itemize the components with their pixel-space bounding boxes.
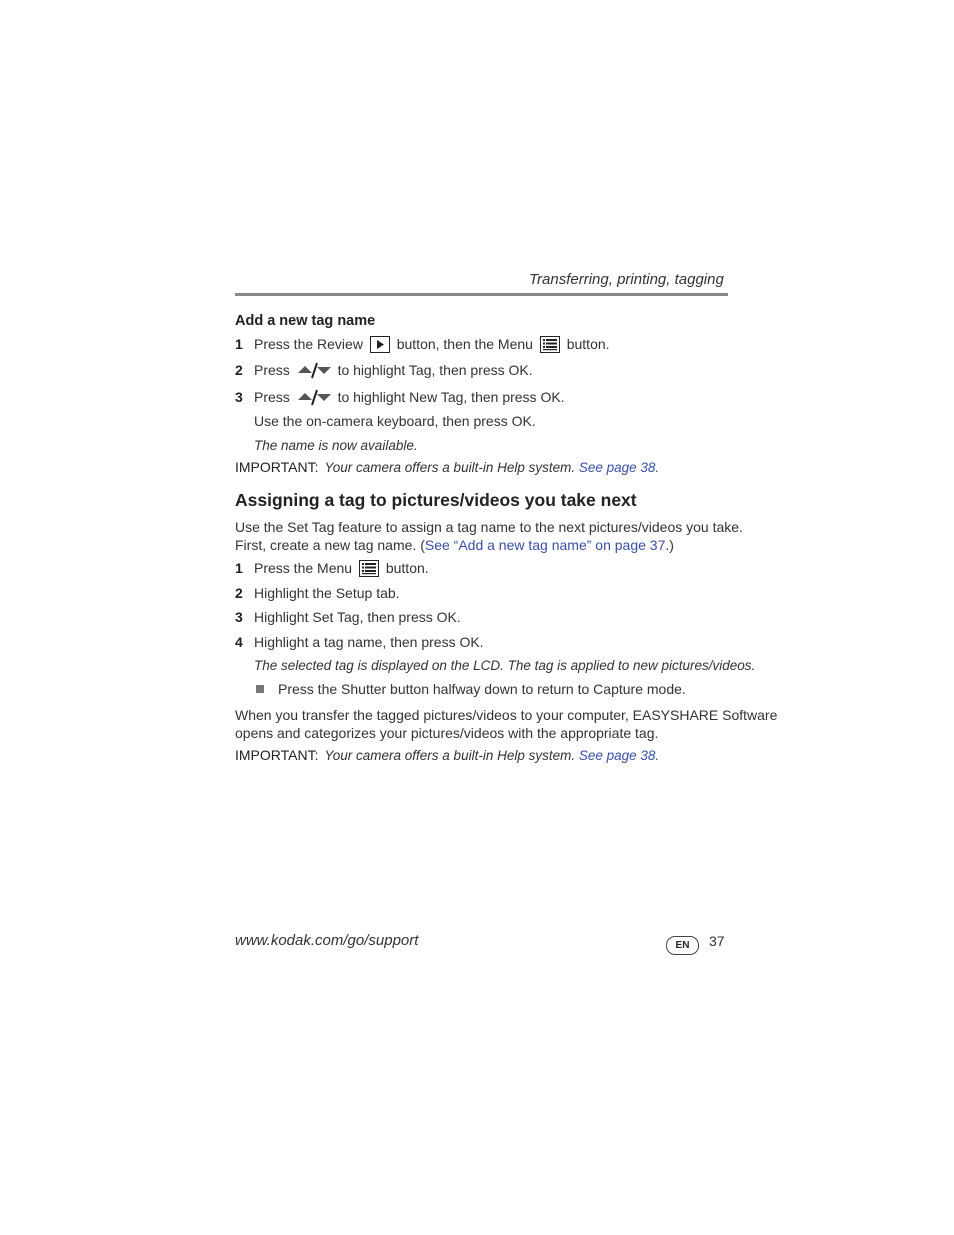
- bullet-item: [256, 681, 686, 697]
- running-header: Transferring, printing, tagging: [529, 271, 724, 288]
- step-text: Press the Review: [254, 336, 363, 352]
- important-label: IMPORTANT:: [235, 747, 319, 763]
- step-3: [235, 389, 565, 407]
- result-note: The name is now available.: [254, 438, 418, 453]
- see-page-link[interactable]: See page 38: [578, 460, 656, 475]
- header-rule: [235, 293, 728, 296]
- step-text: Highlight the Setup tab.: [254, 585, 400, 601]
- intro-line: Use the Set Tag feature to assign a tag name to the next pictures/videos you take.: [235, 519, 743, 535]
- step-2: [235, 362, 533, 380]
- important-note: [235, 747, 659, 763]
- step-text: to highlight New Tag, then press OK.: [337, 389, 565, 405]
- step-text: button.: [385, 560, 429, 576]
- step-text: Press the Menu: [254, 560, 353, 576]
- step-text: Highlight a tag name, then press OK.: [254, 634, 484, 650]
- footer-url[interactable]: www.kodak.com/go/support: [235, 932, 419, 949]
- step-number: 2: [235, 585, 243, 601]
- step-number: 4: [235, 634, 243, 650]
- important-text: Your camera offers a built-in Help system. See page 38.: [324, 748, 660, 763]
- important-text: Your camera offers a built-in Help system. See page 38.: [324, 460, 660, 475]
- step-text: to highlight Tag, then press OK.: [337, 362, 533, 378]
- step-text: Press: [254, 389, 290, 405]
- closing-paragraph: [235, 706, 777, 742]
- paragraph-line: When you transfer the tagged pictures/videos to your computer, EASYSHARE Software: [235, 707, 778, 723]
- step-number: 3: [235, 609, 243, 625]
- language-badge: EN: [666, 936, 699, 955]
- section-heading-assigning-tag: Assigning a tag to pictures/videos you take next: [235, 490, 637, 510]
- intro-paragraph: [235, 518, 743, 554]
- review-icon: [370, 336, 390, 353]
- step-3: [235, 609, 461, 625]
- step-number: 1: [235, 560, 243, 576]
- step-1: [235, 336, 610, 354]
- step-number: 1: [235, 336, 243, 352]
- up-down-arrows-icon: [297, 361, 331, 379]
- up-down-arrows-icon: [297, 388, 331, 406]
- step-number: 2: [235, 362, 243, 378]
- bullet-text: Press the Shutter button halfway down to return to Capture mode.: [278, 681, 686, 697]
- step-text: Press: [254, 362, 290, 378]
- bullet-square-icon: [256, 685, 264, 693]
- section-heading-add-tag: Add a new tag name: [235, 313, 376, 329]
- step-text: Highlight Set Tag, then press OK.: [254, 609, 461, 625]
- intro-line: First, create a new tag name. (See “Add a new tag name” on page 37.): [235, 537, 674, 553]
- step-2: [235, 585, 400, 601]
- cross-reference-link[interactable]: See “Add a new tag name” on page 37: [424, 537, 666, 553]
- page-number: 37: [709, 933, 725, 949]
- paragraph-line: opens and categorizes your pictures/videos with the appropriate tag.: [235, 725, 659, 741]
- result-note: The selected tag is displayed on the LCD. The tag is applied to new pictures/videos.: [254, 658, 756, 673]
- step-number: 3: [235, 389, 243, 405]
- important-label: IMPORTANT:: [235, 459, 319, 475]
- menu-icon: [359, 560, 379, 577]
- step-4: [235, 634, 484, 650]
- step-text: button, then the Menu: [396, 336, 533, 352]
- substep-text: Use the on-camera keyboard, then press OK.: [254, 413, 536, 429]
- menu-icon: [540, 336, 560, 353]
- step-1: [235, 560, 429, 578]
- see-page-link[interactable]: See page 38: [578, 748, 656, 763]
- important-note: [235, 459, 659, 475]
- step-text: button.: [566, 336, 610, 352]
